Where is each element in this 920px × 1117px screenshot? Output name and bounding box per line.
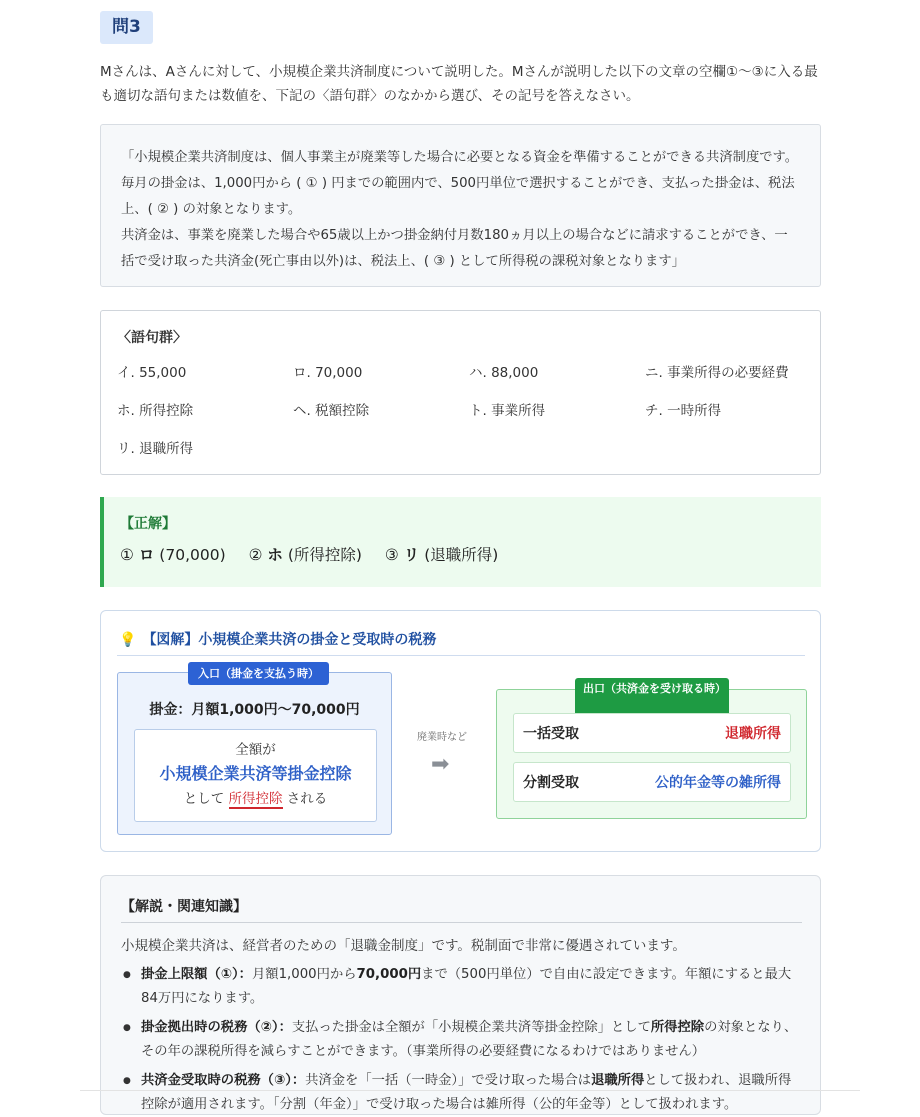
answer-item-1 [120, 546, 226, 564]
word-group-title: 〈語句群〉 [117, 330, 187, 346]
answer-code: リ [403, 546, 420, 564]
explanation-item-text: の対象となり、その年の課税所得を減らすことができます。（事業所得の必要経費になるわけではありません） [141, 1020, 798, 1059]
entry-line-3-post: される [286, 791, 328, 807]
lightbulb-icon: 💡 [119, 632, 137, 648]
entry-line-2: 小規模企業共済等掛金控除 [159, 764, 352, 783]
answer-num: ③ [384, 546, 399, 564]
explanation-item-head: 掛金拠出時の税務（②）： [141, 1020, 292, 1035]
exit-row-value: 退職所得 [725, 726, 781, 742]
word-option: ホ. 所得控除 [117, 403, 194, 419]
explanation-item [121, 1016, 800, 1064]
word-option: リ. 退職所得 [117, 441, 194, 457]
explanation-item-bold: 退職所得 [591, 1073, 645, 1088]
exit-tag: 出口（共済金を受け取る時） [575, 678, 729, 716]
entry-deduction-card [134, 729, 377, 822]
answer-code: ホ [267, 546, 283, 564]
figure-title [119, 629, 436, 649]
explanation-item-bold: 70,000円 [356, 967, 422, 982]
entry-panel [117, 667, 392, 835]
explanation-item-text: まで（500円単位）で自由に設定できます。年額にすると最大84万円になります。 [141, 967, 792, 1006]
answer-title: 【正解】 [120, 516, 176, 532]
explanation-item-text: 共済金を「一括（一時金）」で受け取った場合は [305, 1073, 592, 1088]
explanation-title: 【解説・関連知識】 [121, 896, 802, 923]
word-option: イ. 55,000 [117, 365, 187, 381]
figure-divider [117, 655, 805, 656]
entry-line-1: 全額が [235, 742, 276, 758]
answer-text: (退職所得) [424, 546, 499, 564]
explanation-item [121, 963, 800, 1011]
explanation-item-text: 支払った掛金は全額が「小規模企業共済等掛金控除」として [291, 1020, 651, 1035]
word-group-grid [117, 361, 804, 461]
answer-code: ロ [138, 546, 155, 564]
word-option: ハ. 88,000 [469, 365, 539, 381]
explanation-item-text: として扱われ、退職所得控除が適用されます。「分割（年金）」で受け取った場合は雑所得（公的年金等）として扱われます。 [141, 1073, 792, 1112]
question-quote-box [100, 124, 821, 287]
entry-amount: 掛金：月額1,000円～70,000円 [149, 702, 360, 718]
explanation-item-head: 掛金上限額（①）： [141, 967, 252, 982]
exit-row-installment [513, 762, 791, 802]
explanation-item [121, 1069, 800, 1117]
answer-box [100, 497, 821, 587]
answer-item-3 [385, 546, 498, 564]
explanation-lead: 小規模企業共済は、経営者のための「退職金制度」です。税制面で非常に優遇されています。 [121, 938, 686, 954]
exit-row-value: 公的年金等の雑所得 [655, 775, 781, 791]
word-option: ト. 事業所得 [469, 403, 546, 419]
word-option: ニ. 事業所得の必要経費 [645, 365, 789, 381]
answer-num: ① [120, 546, 134, 564]
explanation-item-head: 共済金受取時の税務（③）： [141, 1073, 306, 1088]
arrow-right-icon: ➡ [431, 752, 450, 777]
quote-paragraph-2: 共済金は、事業を廃業した場合や65歳以上かつ掛金納付月数180ヵ月以上の場合などに請求することができ、一括で受け取った共済金(死亡事由以外)は、税法上、( ③ ) として所得税の課税対象となります」 [121, 228, 788, 269]
quote-paragraph-1: 「小規模企業共済制度は、個人事業主が廃業等した場合に必要となる資金を準備することができる共済制度です。毎月の掛金は、1,000円から ( ① ) 円までの範囲内で、500円単位で選択することができ、支払った掛金は、税法上、( ② ) の対象となります。 [121, 150, 799, 217]
figure-title-text: 【図解】小規模企業共済の掛金と受取時の税務 [142, 632, 437, 648]
answer-text: (所得控除) [287, 546, 362, 564]
entry-line-3 [135, 788, 376, 810]
entry-tag: 入口（掛金を支払う時） [188, 662, 329, 685]
word-option: チ. 一時所得 [645, 403, 722, 419]
explanation-list [121, 963, 800, 1117]
word-option: ヘ. 税額控除 [293, 403, 370, 419]
bottom-divider [80, 1090, 860, 1091]
entry-line-3-pre: として [183, 791, 225, 807]
entry-line-3-emphasis: 所得控除 [228, 791, 283, 807]
figure-box [100, 610, 821, 852]
exit-row-key: 分割受取 [523, 775, 579, 791]
explanation-item-text: 月額1,000円から [251, 967, 357, 982]
exit-row-key: 一括受取 [523, 726, 579, 742]
word-option: ロ. 70,000 [293, 365, 363, 381]
answer-item-2 [249, 546, 362, 564]
question-intro: Mさんは、Aさんに対して、小規模企業共済制度について説明した。Mさんが説明した以下の文章の空欄①～③に入る最も適切な語句または数値を、下記の〈語句群〉のなかから選び、その記号を答えなさい。 [100, 64, 818, 104]
word-group-box [100, 310, 821, 475]
answer-line [120, 543, 805, 565]
exit-panel [496, 682, 807, 819]
question-number-badge: 問3 [100, 11, 153, 44]
answer-text: (70,000) [159, 546, 226, 564]
explanation-item-bold: 所得控除 [650, 1020, 705, 1035]
explanation-box [100, 875, 821, 1115]
transition-label: 廃業時など [417, 732, 467, 743]
answer-num: ② [248, 546, 263, 564]
exit-row-lump-sum [513, 713, 791, 753]
